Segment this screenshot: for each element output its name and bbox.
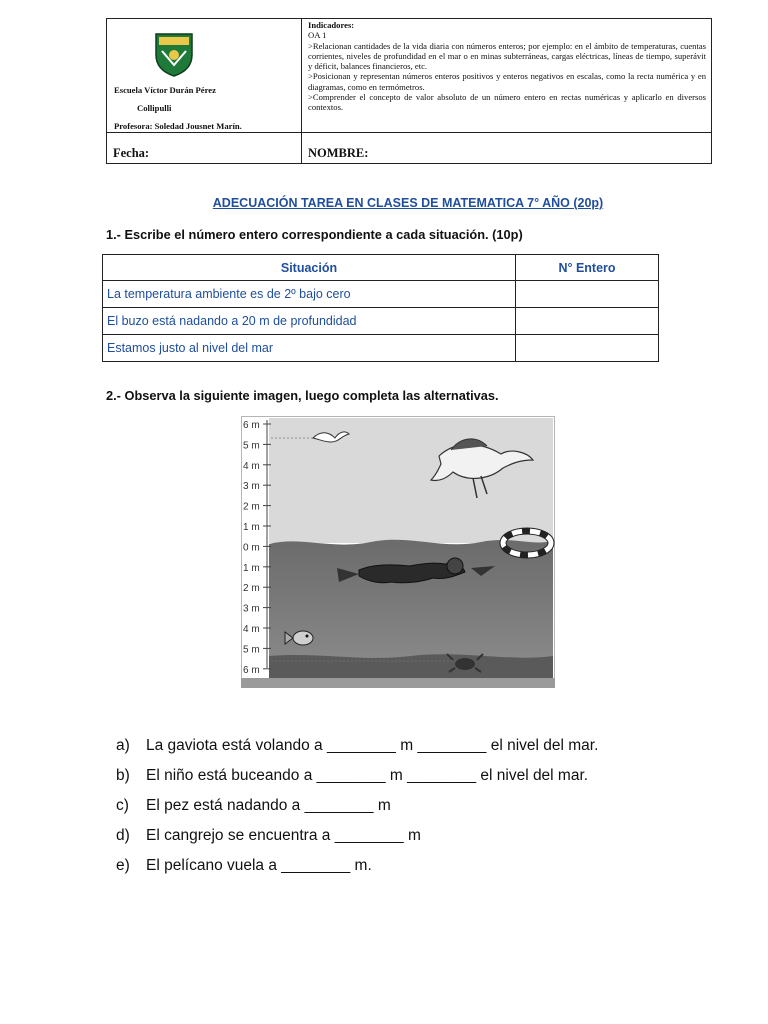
fecha-field[interactable] xyxy=(107,132,302,163)
entero-answer-cell[interactable] xyxy=(516,335,659,362)
scale-label: 0 m xyxy=(243,542,260,554)
indicator-2: >Posicionan y representan números enteros positivos y enteros negativos en escalas, como la recta numérica y en diagramas, como en termómetros. xyxy=(308,71,706,92)
alternative-d: d) El cangrejo se encuentra a ________ m xyxy=(116,827,421,844)
entero-answer-cell[interactable] xyxy=(516,281,659,308)
teacher-name: Profesora: Soledad Jousnet Marín. xyxy=(114,121,242,131)
scale-label: 1 m xyxy=(243,562,260,574)
indicators-title: Indicadores: xyxy=(308,20,355,30)
column-header-situacion: Situación xyxy=(103,255,516,281)
scale-label: 3 m xyxy=(243,603,260,615)
alternative-text: La gaviota está volando a ________ m ________ el nivel del mar. xyxy=(146,737,599,754)
alternative-a: a) La gaviota está volando a ________ m ________ el nivel del mar. xyxy=(116,737,599,754)
nombre-label: NOMBRE: xyxy=(308,145,369,160)
scale-label: 2 m xyxy=(243,501,260,513)
indicator-3: >Comprender el concepto de valor absoluto de un número entero en rectas numéricas y aplicarlo en diversos contextos. xyxy=(308,92,706,113)
school-cell xyxy=(107,19,302,133)
table-row xyxy=(103,308,659,335)
school-city: Collipulli xyxy=(137,103,172,113)
alternative-b: b) El niño está buceando a ________ m ________ el nivel del mar. xyxy=(116,767,589,784)
header-table xyxy=(106,18,712,164)
scale-label: 6 m xyxy=(243,420,260,431)
scale-label: 5 m xyxy=(243,440,260,452)
document-title: ADECUACIÓN TAREA EN CLASES DE MATEMATICA 7° AÑO (20p) xyxy=(212,196,604,210)
table-row xyxy=(103,281,659,308)
situation-cell: Estamos justo al nivel del mar xyxy=(103,335,516,362)
school-name: Escuela Víctor Durán Pérez xyxy=(114,85,216,95)
alternative-e: e) El pelícano vuela a ________ m. xyxy=(116,857,372,874)
question-2: 2.- Observa la siguiente imagen, luego completa las alternativas. xyxy=(106,388,499,403)
column-header-entero: N° Entero xyxy=(516,255,659,281)
alternative-text: El pez está nadando a ________ m xyxy=(146,797,391,814)
scale-label: 3 m xyxy=(243,481,260,493)
indicator-1: >Relacionan cantidades de la vida diaria con números enteros; por ejemplo: en el ámbito de temperaturas, cuentas corrientes, niveles de profundidad en el mar o en minas subterráneas, cargas eléctricas, líneas de tiempo, superávit y déficit, balances financieros, etc. xyxy=(308,40,706,72)
scale-label: 5 m xyxy=(243,644,260,656)
alternative-text: El cangrejo se encuentra a ________ m xyxy=(146,827,421,844)
scale-label: 1 m xyxy=(243,522,260,533)
situation-cell: La temperatura ambiente es de 2º bajo cero xyxy=(103,281,516,308)
fecha-label: Fecha: xyxy=(113,145,150,160)
nombre-field[interactable] xyxy=(302,132,712,163)
scale-label: 4 m xyxy=(243,460,260,472)
alternative-c: c) El pez está nadando a ________ m xyxy=(116,797,391,814)
entero-answer-cell[interactable] xyxy=(516,308,659,335)
situation-cell: El buzo está nadando a 20 m de profundidad xyxy=(103,308,516,335)
alternative-text: El niño está buceando a ________ m ________ el nivel del mar. xyxy=(146,767,589,784)
indicators-cell xyxy=(302,19,712,133)
scale-label: 6 m xyxy=(243,664,260,676)
question-1: 1.- Escribe el número entero correspondiente a cada situación. (10p) xyxy=(106,227,523,242)
scale-label: 4 m xyxy=(243,624,260,635)
alternative-text: El pelícano vuela a ________ m. xyxy=(146,857,372,874)
scale-label: 2 m xyxy=(243,583,260,595)
sea-level-illustration xyxy=(241,416,555,688)
situation-table xyxy=(102,254,659,362)
indicator-oa: OA 1 xyxy=(308,30,327,41)
table-row xyxy=(103,335,659,362)
school-crest-icon xyxy=(153,31,195,77)
